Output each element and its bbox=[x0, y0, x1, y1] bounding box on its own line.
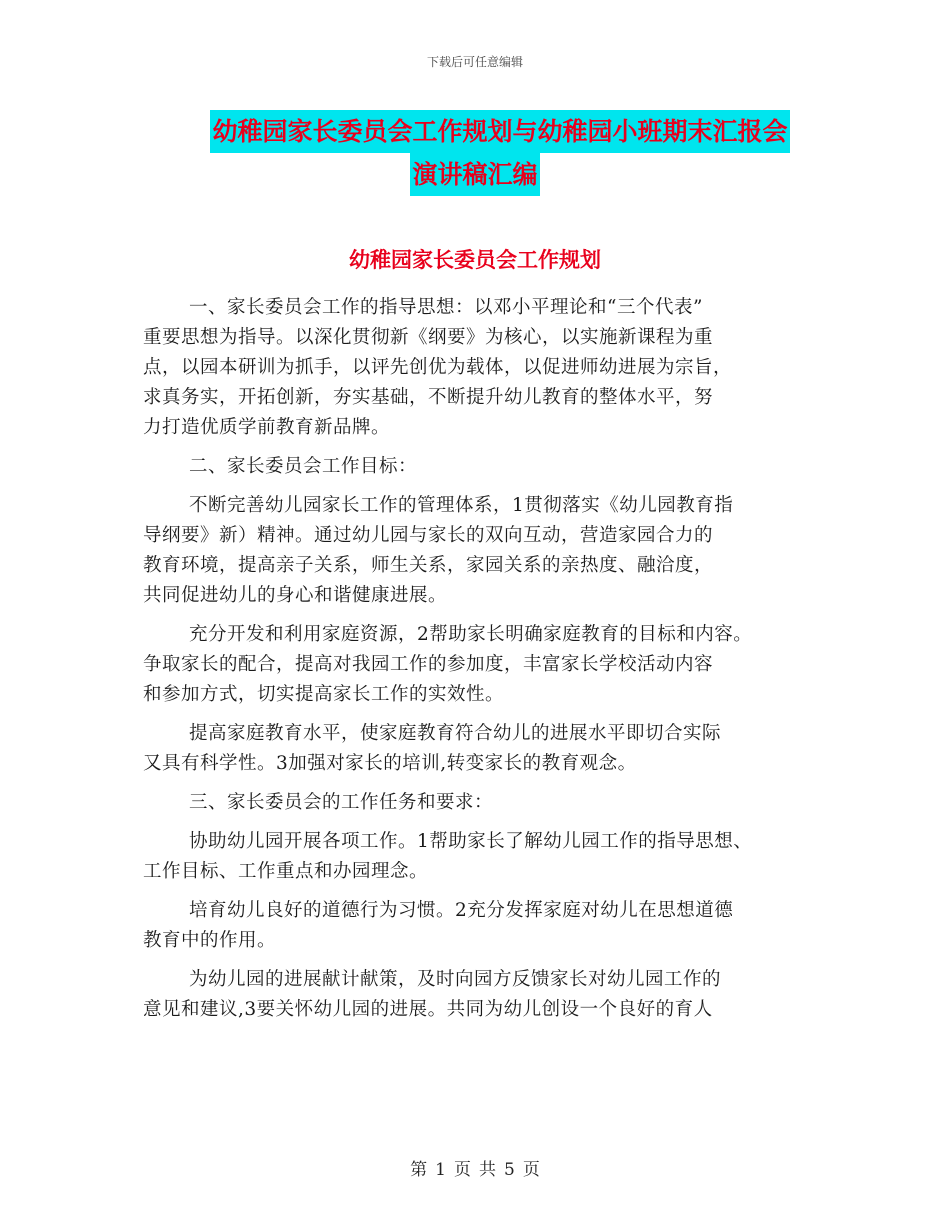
paragraph-line: 点，以园本研训为抓手，以评先创优为载体，以促进师幼进展为宗旨， bbox=[143, 357, 733, 378]
paragraph-line: 一、家长委员会工作的指导思想：以邓小平理论和“三个代表” bbox=[189, 297, 703, 318]
paragraph-line: 求真务实，开拓创新，夯实基础，不断提升幼儿教育的整体水平，努 bbox=[143, 387, 714, 408]
footer-page-number: 1 bbox=[435, 1160, 446, 1180]
paragraph-line: 协助幼儿园开展各项工作。1帮助家长了解幼儿园工作的指导思想、 bbox=[189, 831, 753, 852]
paragraph-line: 培育幼儿良好的道德行为习惯。2充分发挥家庭对幼儿在思想道德 bbox=[189, 900, 734, 921]
paragraph-line: 为幼儿园的进展献计献策，及时向园方反馈家长对幼儿园工作的 bbox=[189, 969, 722, 990]
paragraph bbox=[143, 719, 833, 779]
footer-total-word: 页 bbox=[522, 1160, 540, 1180]
page-footer bbox=[0, 1155, 950, 1180]
paragraph bbox=[143, 293, 833, 443]
footer-total-label: 共 bbox=[479, 1160, 496, 1180]
title-line-2: 演讲稿汇编 bbox=[410, 153, 539, 196]
paragraph-line: 不断完善幼儿园家长工作的管理体系，1贯彻落实《幼儿园教育指 bbox=[189, 495, 734, 516]
paragraph-line: 教育中的作用。 bbox=[143, 930, 277, 951]
paragraph bbox=[143, 491, 833, 611]
paragraph-line: 共同促进幼儿的身心和谐健康进展。 bbox=[143, 585, 448, 606]
paragraph-line: 教育环境，提高亲子关系，师生关系，家园关系的亲热度、融洽度， bbox=[143, 555, 714, 576]
paragraph-line: 三、家长委员会的工作任务和要求： bbox=[189, 792, 494, 813]
title-line-1: 幼稚园家长委员会工作规划与幼稚园小班期末汇报会 bbox=[210, 110, 789, 153]
paragraph-line: 又具有科学性。3加强对家长的培训,转变家长的教育观念。 bbox=[143, 753, 637, 774]
paragraph-line: 二、家长委员会工作目标： bbox=[189, 456, 418, 477]
paragraph-line: 工作目标、工作重点和办园理念。 bbox=[143, 861, 429, 882]
paragraph-line: 意见和建议,3要关怀幼儿园的进展。共同为幼儿创设一个良好的育人 bbox=[143, 999, 713, 1020]
paragraph-line: 重要思想为指导。以深化贯彻新《纲要》为核心，以实施新课程为重 bbox=[143, 327, 714, 348]
paragraph-line: 和参加方式，切实提高家长工作的实效性。 bbox=[143, 684, 505, 705]
paragraph-line: 争取家长的配合，提高对我园工作的参加度，丰富家长学校活动内容 bbox=[143, 654, 714, 675]
paragraph-line: 导纲要》新）精神。通过幼儿园与家长的双向互动，营造家园合力的 bbox=[143, 525, 714, 546]
document-body bbox=[143, 293, 833, 1034]
paragraph bbox=[143, 965, 833, 1025]
footer-total-number: 5 bbox=[504, 1160, 515, 1180]
footer-page-word: 页 bbox=[454, 1160, 471, 1180]
paragraph bbox=[143, 452, 833, 482]
document-title bbox=[0, 110, 950, 196]
paragraph bbox=[143, 827, 833, 887]
footer-page-label: 第 bbox=[410, 1160, 428, 1180]
paragraph bbox=[143, 620, 833, 710]
paragraph-line: 提高家庭教育水平，使家庭教育符合幼儿的进展水平即切合实际 bbox=[189, 723, 722, 744]
section-subtitle: 幼稚园家长委员会工作规划 bbox=[349, 248, 601, 272]
paragraph-line: 充分开发和利用家庭资源，2帮助家长明确家庭教育的目标和内容。 bbox=[189, 624, 753, 645]
header-note: 下载后可任意编辑 bbox=[426, 55, 523, 69]
paragraph bbox=[143, 896, 833, 956]
paragraph-line: 力打造优质学前教育新品牌。 bbox=[143, 417, 391, 438]
paragraph bbox=[143, 788, 833, 818]
